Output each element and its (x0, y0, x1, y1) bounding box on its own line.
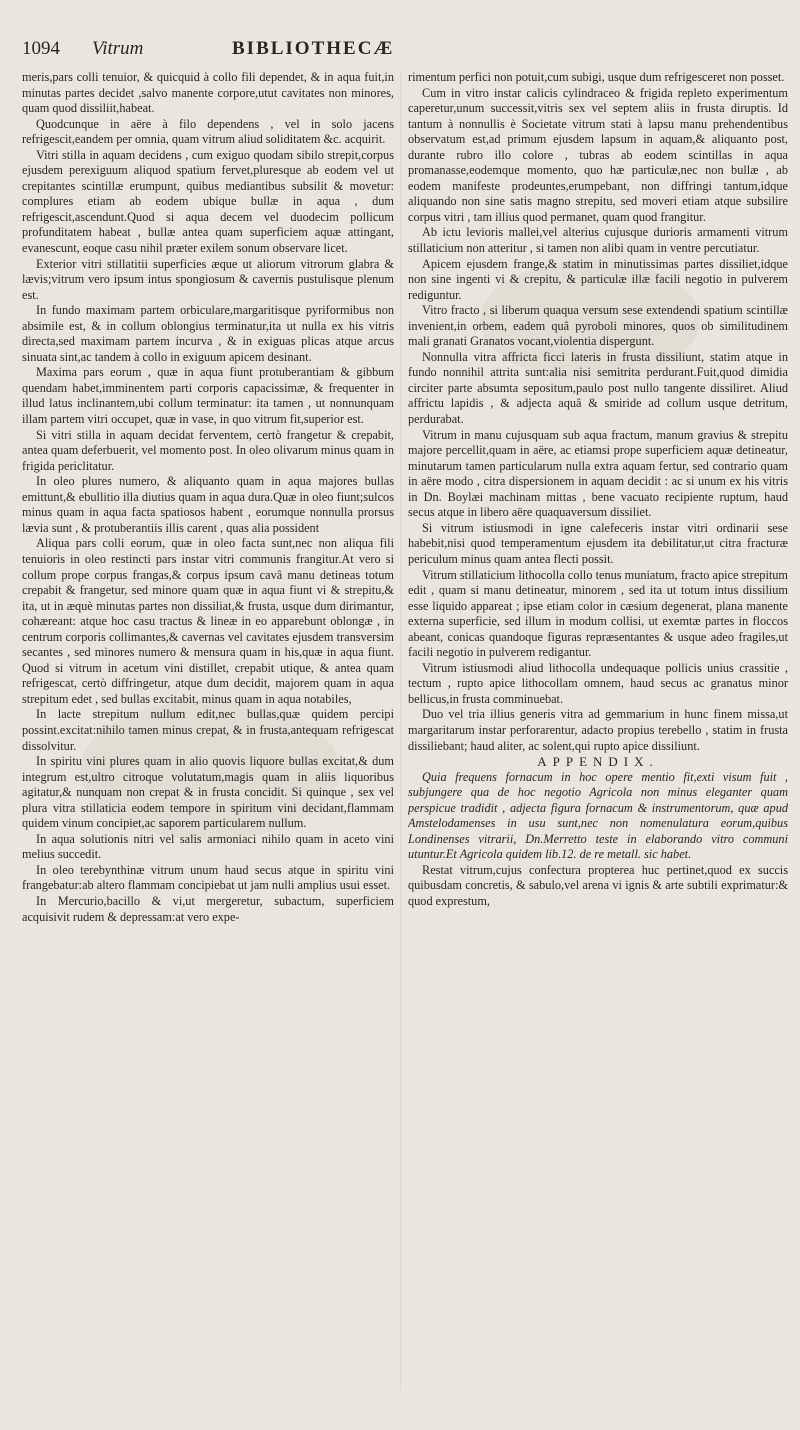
paragraph: Vitrum stillaticium lithocolla collo tenus muniatum, fracto apice strepitum edit , quam si manu detineatur, minorem , sed ita ut totum intus dissilium esse liquido appareat ; ipse etiam color in cæsium degenerat, plana manente externa superficie, sed illum in modum collisi, ut exemtæ partes in floccos abeant, conicas quandoque figuras repræsentantes & usque adeo fragiles,ut facili negotio in pulverem redigantur. (408, 567, 788, 660)
paragraph: rimentum perfici non potuit,cum subigi, usque dum refrigesceret non posset. (408, 70, 785, 84)
paragraph: Ab ictu levioris mallei,vel alterius cujusque durioris armamenti vitrum stillaticium non atteritur , si tamen non alibi quam in ventre percutiatur. (408, 225, 788, 256)
paragraph: In fundo maximam partem orbiculare,margaritisque pyriformibus non absimile est, & in collum oblongius terminatur,ita ut nulla ex his vitris directa,sed maximam partem incurva , & in exiguas plicas atque arcus sinuata sint,ac tandem à collo in exiguum apicem desinant. (22, 303, 394, 364)
paragraph: Vitro fracto , si liberum quaqua versum sese extendendi spatium scintillæ invenient,in orbem, eadem quâ pyroboli minores, quos ob similitudinem mali granati Granatos vocant,violentia dispergunt. (408, 303, 788, 349)
paragraph: Apicem ejusdem frange,& statim in minutissimas partes dissiliet,idque non sine ingenti vi & crepitu, & particulæ illæ facili negotio in pulverem rediguntur. (408, 256, 788, 302)
running-header (22, 38, 790, 68)
paragraph: Vitrum istiusmodi aliud lithocolla undequaque pollicis unius crassitie , tectum , rupto apice lithocollam omnem, haud secus ac granatus minor bellicus,in frusta comminuebat. (408, 660, 788, 706)
page-number: 1094 (22, 38, 60, 59)
right-column-paragraphs (408, 70, 788, 754)
paragraph: Aliqua pars colli eorum, quæ in oleo facta sunt,nec non aliqua fili tenuioris in oleo restincti pars instar vitri communis frangitur.At vero si collum prope corpus frangas,& corpus ipsum cavâ manu detineas totum crepabit & frangetur, sed minore quam quæ in aqua fiunt vi & strepitu,& ita, ut in æquè minutas partes non dissiliat,& frusta, usque dum dirimantur, cohæreant: atque hoc casu tractus & lineæ in eo apparebunt oblongæ , in centrum corporis collimantes,& cavernas vel cavitates ejusdem transversim secantes , sed minores numero & mensura quam in his,quæ in aqua fiunt. Quod si vitrum in acetum vini distillet, crepabit utique, & antea quam refrigescat, certò diffringetur, atque dum decidit, majorem quam in aqua strepitum edet , sed bullas excitabit, minus quam in aqua notabiles, (22, 536, 394, 706)
appendix-heading: APPENDIX. (537, 754, 659, 770)
appendix-closing-paragraph: Restat vitrum,cujus confectura propterea huc pertinet,quod ex succis quibusdam concretis, & sabulo,vel arena vi ignis & arte subtili exprimatur:& quod exprestum, (408, 862, 788, 908)
paragraph: Vitrum in manu cujusquam sub aqua fractum, manum gravius & strepitu majore percellit,quam in aëre, ac etiamsi prope superficiem aquæ detineatur, minutarum tamen particularum nulla extra aquam fertur, sed contrario quam in aëre modo , citra dispersionem in aquam decidit : ac si unum ex his vitris in Dn. Boylæi machinam mittas , bene vacuato recipiente ruptum, haud secus atque in libero aëre quaquaversum dissiliet. (408, 427, 788, 520)
paragraph: In aqua solutionis nitri vel salis armoniaci nihilo quam in aceto vini melius succedit. (22, 831, 394, 862)
paragraph: In oleo terebynthinæ vitrum unum haud secus atque in spiritu vini frangebatur:ab altero flammam concipiebat ut jam nulli amplius usui esset. (22, 862, 394, 893)
paragraph: In Mercurio,bacillo & vi,ut mergeretur, subactum, superficiem acquisivit rudem & depressam:at vero expe- (22, 893, 394, 924)
appendix-intro-paragraph: Quia frequens fornacum in hoc opere mentio fit,exti visum fuit , subjungere qua de hoc negotio Agricola non minus eleganter quam perspicue tradidit , adjecta figura fornacum & instrumentorum, quæ apud Amstelodamenses in usu sunt,nec non nomenulatura eorum,quibus Londinenses vitrarii, Dn.Merretto teste in elaborando vitro communi utuntur.Et Agricola quidem lib.12. de re metall. sic habet. (408, 769, 788, 862)
paragraph: Nonnulla vitra affricta ficci lateris in frusta dissiliunt, statim atque in fundo nonnihil attrita sunt:alia nisi semitrita perdurant.Fuit,quod dimidia circiter parte absumta sepositum,paulo post nullo tangente dissiliret. Aliud affrictu lapidis , & adjecta aquâ & smiride ad collum usque detritum, perdurabat. (408, 349, 788, 427)
paragraph: Exterior vitri stillatitii superficies æque ut aliorum vitrorum glabra & lævis;vitrum vero ipsum intus spongiosum & cavernis pustulisque plenum est. (22, 256, 394, 302)
column-gutter (400, 70, 401, 1390)
paragraph: meris,pars colli tenuior, & quicquid à collo fili dependet, & in aqua fuit,in minutas partes decidet ,salvo manente corpore,utut cavitates non minores, quam quod dissiliit,habeat. (22, 70, 394, 116)
paragraph: Si vitri stilla in aquam decidat ferventem, certò frangetur & crepabit, antea quam deferbuerit, vel momento post. In oleo olivarum minus quam in frigida periclitatur. (22, 427, 394, 473)
left-column (22, 70, 394, 1390)
paragraph: In oleo plures numero, & aliquanto quam in aqua majores bullas emittunt,& ebullitio illa diutius quam in aqua dura.Quæ in oleo fiunt;sulcos minus quam in aqua facta spatiosos habent , eorumque nonnulla prorsus lævia sunt , & protuberantiis illis carent , quas alia possident (22, 474, 394, 535)
section-title: BIBLIOTHECÆ (232, 38, 395, 59)
paragraph: Cum in vitro instar calicis cylindraceo & frigida repleto experimentum caperetur,unum successit,vitris sex vel septem aliis in frusta diruptis. Id tantum à nonnullis è Societate vitrum stati à lapsu manu prehendentibus observatum est,ad primum ejusdem lapsum in aquam,& aliquanto post, durante rubro illo colore , tubras ab eodem scintillas in aqua promanasse,eodemque momento, quo hæ particulæ,nec non bullæ , ab eodem manifeste prodeuntes,erumpebant, non diffringi tantum,idque aliquando non sine satis magno strepitu, sed moveri etiam atque subsilire corpus vitri , tam illius quod permanet, quam quod frangitur. (408, 85, 788, 224)
paragraph: Vitri stilla in aquam decidens , cum exiguo quodam sibilo strepit,corpus ejusdem perexiguum aliquod spatium fervet,pluresque ab eodem vel ut crepitantes scintillæ erumpunt, quibus mediantibus subsilit & movetur: complures etiam ab eodem ubique bullæ in aqua , dum refrigescit,ascendunt.Quod si aqua decem vel duodecim pollicum profunditatem habeat , bullæ antea quam superficiem aquæ attingant, evanescunt, eoque casu nihil præter exilem sonum observare licet. (22, 147, 394, 256)
paragraph: Duo vel tria illius generis vitra ad gemmarium in hunc finem missa,ut margaritarum instar perforarentur, adacto propius terebello , statim in frusta dissiliebant; haud aliter, ac solent,qui rupto apice dissiliunt. (408, 707, 788, 753)
paragraph: Quodcunque in aëre à filo dependens , vel in solo jacens refrigescit,eandem per omnia, quam vitrum aliud soliditatem &c. acquirit. (22, 116, 394, 147)
paragraph: Maxima pars eorum , quæ in aqua fiunt protuberantiam & gibbum quendam habet,imminentem parti corporis capacissimæ, & frequenter in illud latus inclinantem,ubi collum terminatur: ita tamen , ut nonnunquam illam partem vitri occupet, quæ in vase, in quo vitrum fit,superior est. (22, 365, 394, 427)
right-column (408, 70, 788, 1390)
paragraph: Si vitrum istiusmodi in igne calefeceris instar vitri ordinarii sese habebit,nisi quod temperamentum ejusdem ita debilitatur,ut citra fracturæ periculum minus quam antea flecti possit. (408, 520, 788, 566)
paragraph: In spiritu vini plures quam in alio quovis liquore bullas excitat,& dum integrum est,ultro citroque volutatum,magis quam in aliis liquoribus agitatur,& nunquam non crepat & in frusta concidit. Si quinque , sex vel plura vitra stillaticia eodem tempore in spiritum vini decidant,flammam quidem vinum concipiet,ac saporem particularem nullum. (22, 754, 394, 831)
running-title: Vitrum (92, 38, 144, 59)
paragraph: In lacte strepitum nullum edit,nec bullas,quæ quidem percipi possint.excitat:nihilo tamen minus crepat, & in frusta,antequam refrigescat dissolvitur. (22, 707, 394, 753)
